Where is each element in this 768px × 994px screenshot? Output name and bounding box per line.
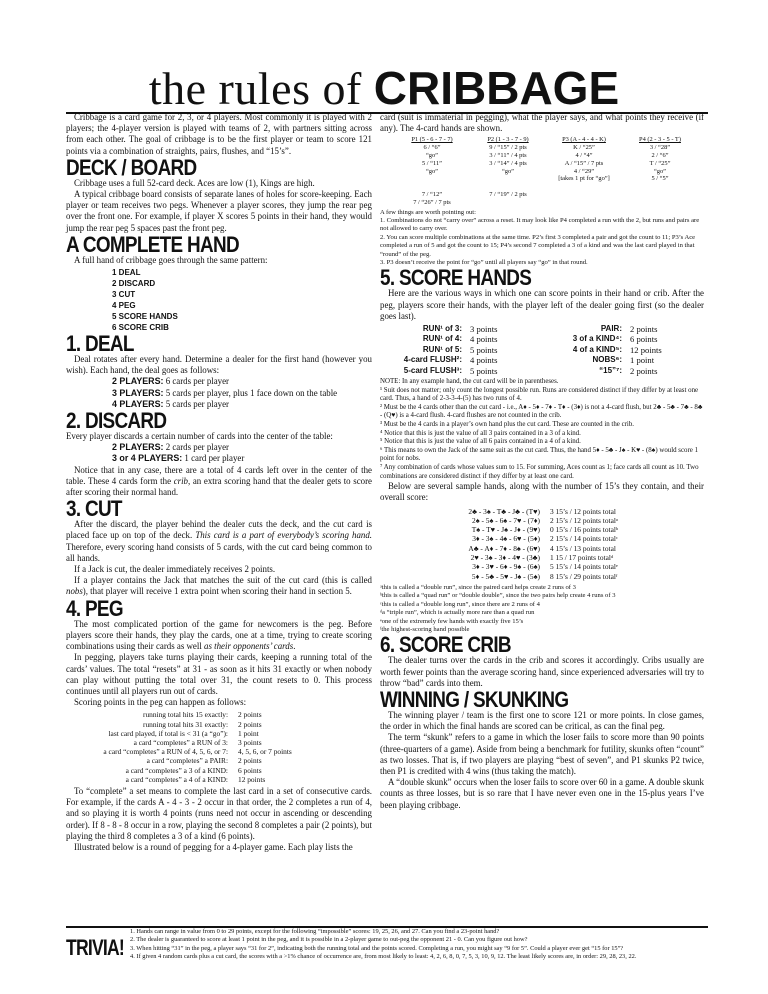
intro-paragraph: Cribbage is a card game for 2, 3, or 4 players. Most commonly it is played with 2 players; the 4-player version is played with teams of 2, with partners sitting across from each other. The goal of cribbage is to be the first player or team to score 121 points via a combination of straights, pairs, flushes, and “15’s”.: [66, 112, 372, 156]
cut-p2: If a Jack is cut, the dealer immediately receives 2 points.: [74, 564, 276, 575]
deal-row: 3 PLAYERS: 5 cards per player, plus 1 face down on the table: [112, 387, 338, 398]
heading-complete-hand: A COMPLETE HAND: [66, 231, 239, 257]
peg-row: a card “completes” a 3 of a KIND: 6 points: [125, 765, 262, 775]
hand-step: 3 CUT: [112, 290, 136, 300]
win-p2: The term “skunk” refers to a game in which the loser fails to score more than 90 points (three-quarters of a game). Aside from being a benchmark for futility, skunks often “count” as two losses. That is, if two players are playing “best of seven”, and P1 skunks P2 twice, then P1 is credited with 4 wins (thus taking the match).: [380, 732, 704, 777]
heading-deck: DECK / BOARD: [66, 154, 197, 180]
peg-p3: Scoring points in the peg can happen as follows:: [74, 697, 247, 708]
peg-row: running total hits 31 exactly: 2 points: [143, 719, 262, 729]
trivia-section: [66, 928, 706, 968]
deal-p1: Deal rotates after every hand. Determine a dealer for the first hand (however you wish). Each hand, the deal goes as follows:: [66, 354, 372, 376]
peg-player-column: P1 (5 - 6 - 7 - 7) 6 / “6” “go” 5 / “11” “go” 7 / “12” 7 / “26” / 7 pts: [411, 136, 453, 206]
peg-row: running total hits 15 exactly: 2 points: [143, 710, 262, 720]
peg-notes: A few things are worth pointing out: 1. Combinations do not “carry over” across a reset. It may look like P4 completed a run with the 2, but runs and pairs are not allowed to carry over. 2. You can score multiple combinations at the same time. P2’s first 3 completed a pair and got the count to 11; P3’s Ace completed a run of 5 and got the count to 15; P4’s second 7 completed a 3 of a kind and was the last card played in that “round” of the peg. 3. P3 doesn’t receive the point for “go” until all players say “go” in that round.: [380, 208, 700, 267]
peg-scoring-table: [88, 710, 372, 784]
score-grid: RUN¹ of 3: 3 points PAIR: 2 points RUN¹ of 4: 4 points 3 of a KIND⁴: 6 points RUN¹ of 5: 5 points 4 of a KIND⁵: 12 points 4-card FLUSH²: 4 points NOBS⁶: 1 point 5-card FLUSH³: 5 points “15”⁷: 2 points: [403, 324, 662, 376]
peg-example-table: [394, 136, 704, 206]
score-p1: Here are the various ways in which one can score points in their hand or crib. After the peg, players score their hands, with the player left of the dealer going first (so the dealer goes last).: [380, 288, 704, 321]
peg-p6: card (suit is immaterial in pegging), what the player says, and what points they receive (if any). The 4-card hands are shown.: [380, 112, 704, 134]
heading-winning: WINNING / SKUNKING: [380, 687, 569, 713]
discard-rows: [112, 442, 372, 464]
hand-step: 1 DEAL: [112, 268, 141, 278]
heading-peg: 4. PEG: [66, 595, 123, 621]
peg-p4: To “complete” a set means to complete the last card in a set of consecutive cards. For example, if the cards A - 4 - 3 - 2 occur in that order, the 2 completes a run of 4, and so playing it is worth 4 points (runs need not occur in ascending or descending order). If 8 - 8 - 8 occur in a row, playing the second 8 completes a pair (2 points), but playing the third 8 completes a 3 of a kind (6 points).: [66, 785, 372, 841]
deal-row: 2 PLAYERS: 6 cards per player: [112, 376, 230, 387]
trivia-line: 2. The dealer is guaranteed to score at least 1 point in the peg, and it is possible in a 2-player game to out-peg the opponent 21 - 0. Can you figure out how?: [130, 936, 528, 944]
heading-score-hands: 5. SCORE HANDS: [380, 265, 532, 291]
heading-cut: 3. CUT: [66, 496, 122, 522]
crib-p1: The dealer turns over the cards in the crib and scores it accordingly. Cribs usually are worth fewer points than the average scoring hand, since experienced adversaries will try to throw “bad” cards into them.: [380, 655, 704, 688]
trivia-line: 3. When hitting “31” in the peg, a player says “31 for 2”, indicating both the running total and the points scored. Completing a run, you might say “9 for 5”. Could a player ever get “15 for 15”?: [130, 944, 624, 952]
peg-p5: Illustrated below is a round of pegging for a 4-player game. Each play lists the: [74, 841, 353, 852]
peg-player-column: P3 (A - 4 - 4 - K) K / “25” 4 / “4” A / “15” / 7 pts 4 / “29” [takes 1 pt for “go”]: [558, 136, 610, 183]
trivia-lines: [130, 928, 705, 968]
deck-p1: Cribbage uses a full 52-card deck. Aces are low (1), Kings are high.: [74, 177, 315, 188]
trivia-line: 1. Hands can range in value from 0 to 29 points, except for the following “impossible” scores: 19, 25, 26, and 27. Can you find a 23-point hand?: [130, 928, 500, 935]
left-column: [66, 112, 372, 853]
heading-discard: 2. DISCARD: [66, 408, 167, 434]
right-column: [380, 112, 704, 811]
peg-row: a card “completes” a RUN of 3: 3 points: [133, 737, 262, 747]
win-p3: A “double skunk” occurs when the loser fails to score over 60 in a game. A double skunk counts as three losses, but is so rare that I have never even one in the 15-plus years I’ve been playing cribbage.: [380, 777, 704, 810]
cut-p1: After the discard, the player behind the dealer cuts the deck, and the cut card is placed face up on top of the deck. This card is a part of everybody’s scoring hand. Therefore, every scoring hand consists of 5 cards, with the cut card being common to all hands.: [66, 519, 372, 563]
discard-p2: Notice that in any case, there are a total of 4 cards left over in the center of the table. These 4 cards form the crib, an extra scoring hand that the dealer gets to score after scoring their normal hand.: [66, 464, 372, 498]
discard-p1: Every player discards a certain number of cards into the center of the table:: [66, 431, 333, 442]
heading-score-crib: 6. SCORE CRIB: [380, 632, 511, 658]
peg-row: last card played, if total is < 31 (a “go”): 1 point: [108, 728, 259, 738]
peg-player-column: P2 (1 - 3 - 7 - 9) 9 / “15” / 2 pts 3 / “11” / 4 pts 3 / “14” / 4 pts “go” 7 / “19” / 2 pts: [487, 136, 529, 198]
peg-p2: In pegging, players take turns playing their cards, keeping a running total of the cards’ values. The total “resets” at 31 - as soon as it hits 31 exactly or when nobody can play without putting the total over 31, the count resets to 0. This process continues until all players run out of cards.: [66, 652, 372, 696]
trivia-title: TRIVIA!: [66, 935, 124, 960]
hand-step: 4 PEG: [112, 301, 136, 311]
heading-deal: 1. DEAL: [66, 331, 134, 357]
hand-step: 5 SCORE HANDS: [112, 312, 178, 322]
hand-steps: [112, 267, 372, 333]
win-p1: The winning player / team is the first one to score 121 or more points. In close games, the order in which the final hands are scored can be critical, as can the final peg.: [380, 710, 704, 732]
score-p2: Below are several sample hands, along with the number of 15’s they contain, and their overall score:: [380, 481, 704, 503]
peg-row: a card “completes” a PAIR: 2 points: [146, 756, 262, 766]
discard-row: 2 PLAYERS: 2 cards per player: [112, 442, 230, 453]
hand-step: 6 SCORE CRIB: [112, 323, 169, 333]
hand-step: 2 DISCARD: [112, 279, 156, 289]
peg-player-column: P4 (2 - 3 - 5 - T) 3 / “28” 2 / “6” T / “25” “go” 5 / “5”: [639, 136, 681, 183]
sample-hands: 2♣ - 3♠ - T♣ - J♣ - (T♥) 3 15’s / 12 points total 2♠ - 5♠ - 6♠ - 7♥ - (7♦) 2 15’s / 12 points totalᵃ T♠ - T♥ - J♠ - J♦ - (9♥) 0 15’s / 16 points totalᵇ 3♦ - 3♠ - 4♠ - 6♥ - (5♦) 2 15’s / 14 points totalᶜ A♣ - A♦ - 7♦ - 8♠ - (6♥) 4 15’s / 13 points total 2♥ - 3♠ - 3♦ - 4♥ - (3♣) 1 15 / 17 points totalᵈ 3♦ - 3♥ - 6♦ - 9♠ - (6♠) 5 15’s / 14 points totalᵉ 5♦ - 5♣ - 5♥ - J♠ - (5♠) 8 15’s / 29 points totalᶠ: [468, 506, 619, 581]
peg-row: a card “completes” a RUN of 4, 5, 6, or 7: 4, 5, 6, or 7 points: [103, 747, 292, 757]
discard-row: 3 or 4 PLAYERS: 1 card per player: [112, 453, 245, 464]
deal-rows: [112, 376, 372, 410]
trivia-line: 4. If given 4 random cards plus a cut card, the scores with a >1% chance of occurrence are, from most likely to least: 4, 2, 6, 8, 0, 7, 5, 3, 10, 9, 12. The least likely scores are, in order: 29, 28, 23, 22.: [130, 953, 637, 961]
cut-p3: If a player contains the Jack that matches the suit of the cut card (this is called nobs), that player will receive 1 extra point when scoring their hand in section 5.: [66, 575, 372, 597]
hand-p1: A full hand of cribbage goes through the same pattern:: [74, 254, 268, 265]
title-cribbage: CRIBBAGE: [373, 62, 620, 114]
peg-row: a card “completes” a 4 of a KIND: 12 points: [125, 774, 266, 784]
page-title: the rules of CRIBBAGE: [148, 62, 620, 114]
sample-footnotes: ᵃthis is called a “double run”, since the paired card helps create 2 runs of 3 ᵇthis is called a “quad run” or “double double”, since the two pairs help create 4 runs of 3 ᶜthis is called a “double long run”, since there are 2 runs of 4 ᵈa “triple run”, which is actually more rare than a quad run ᵉone of the extremely few hands with exactly five 15’s ᶠthe highest-scoring hand possible: [380, 583, 616, 633]
deck-p2: A typical cribbage board consists of separate lanes of holes for score-keeping. Each player or team receives two pegs. Whenever a player scores, they jump the rear peg over the front one. For example, if player X scores 5 points in their hand, they would jump the rear peg 5 spaces past the front peg.: [66, 189, 372, 233]
peg-p1: The most complicated portion of the game for newcomers is the peg. Before players score their hands, they play the cards, one at a time, trying to create scoring combinations using their cards as well as their opponents’ cards.: [66, 618, 372, 652]
deal-row: 4 PLAYERS: 5 cards per player: [112, 398, 230, 409]
score-notes: NOTE: In any example hand, the cut card will be in parentheses. ¹ Suit does not matter; only count the longest possible run. Runs are considered distinct if they differ by at least one card. Thus, a hand of 2-3-3-4-(5) has two runs of 4. ² Must be the 4 cards other than the cut card - i.e., A♦ - 5♦ - 7♦ - T♦ - (3♦) is not a 4-card flush, but 2♣ - 5♣ - 7♣ - 8♣ - (Q♥) is a 4-card flush. 4-card flushes are not counted in the crib. ³ Must be the 4 cards in a player’s own hand plus the cut card. These are counted in the crib. ⁴ Notice that this is just the value of all 3 pairs contained in a 3 of a kind. ⁵ Notice that this is just the value of all 6 pairs contained in a 4 of a kind. ⁶ This means to own the Jack of the same suit as the cut card. Thus, the hand 5♦ - 5♣ - J♠ - K♥ - (8♠) would score 1 point for nobs. ⁷ Any combination of cards whose values sum to 15. For summing, Aces count as 1; face cards all count as 10. Two combinations are considered distinct if they differ by at least one card.: [380, 378, 703, 480]
